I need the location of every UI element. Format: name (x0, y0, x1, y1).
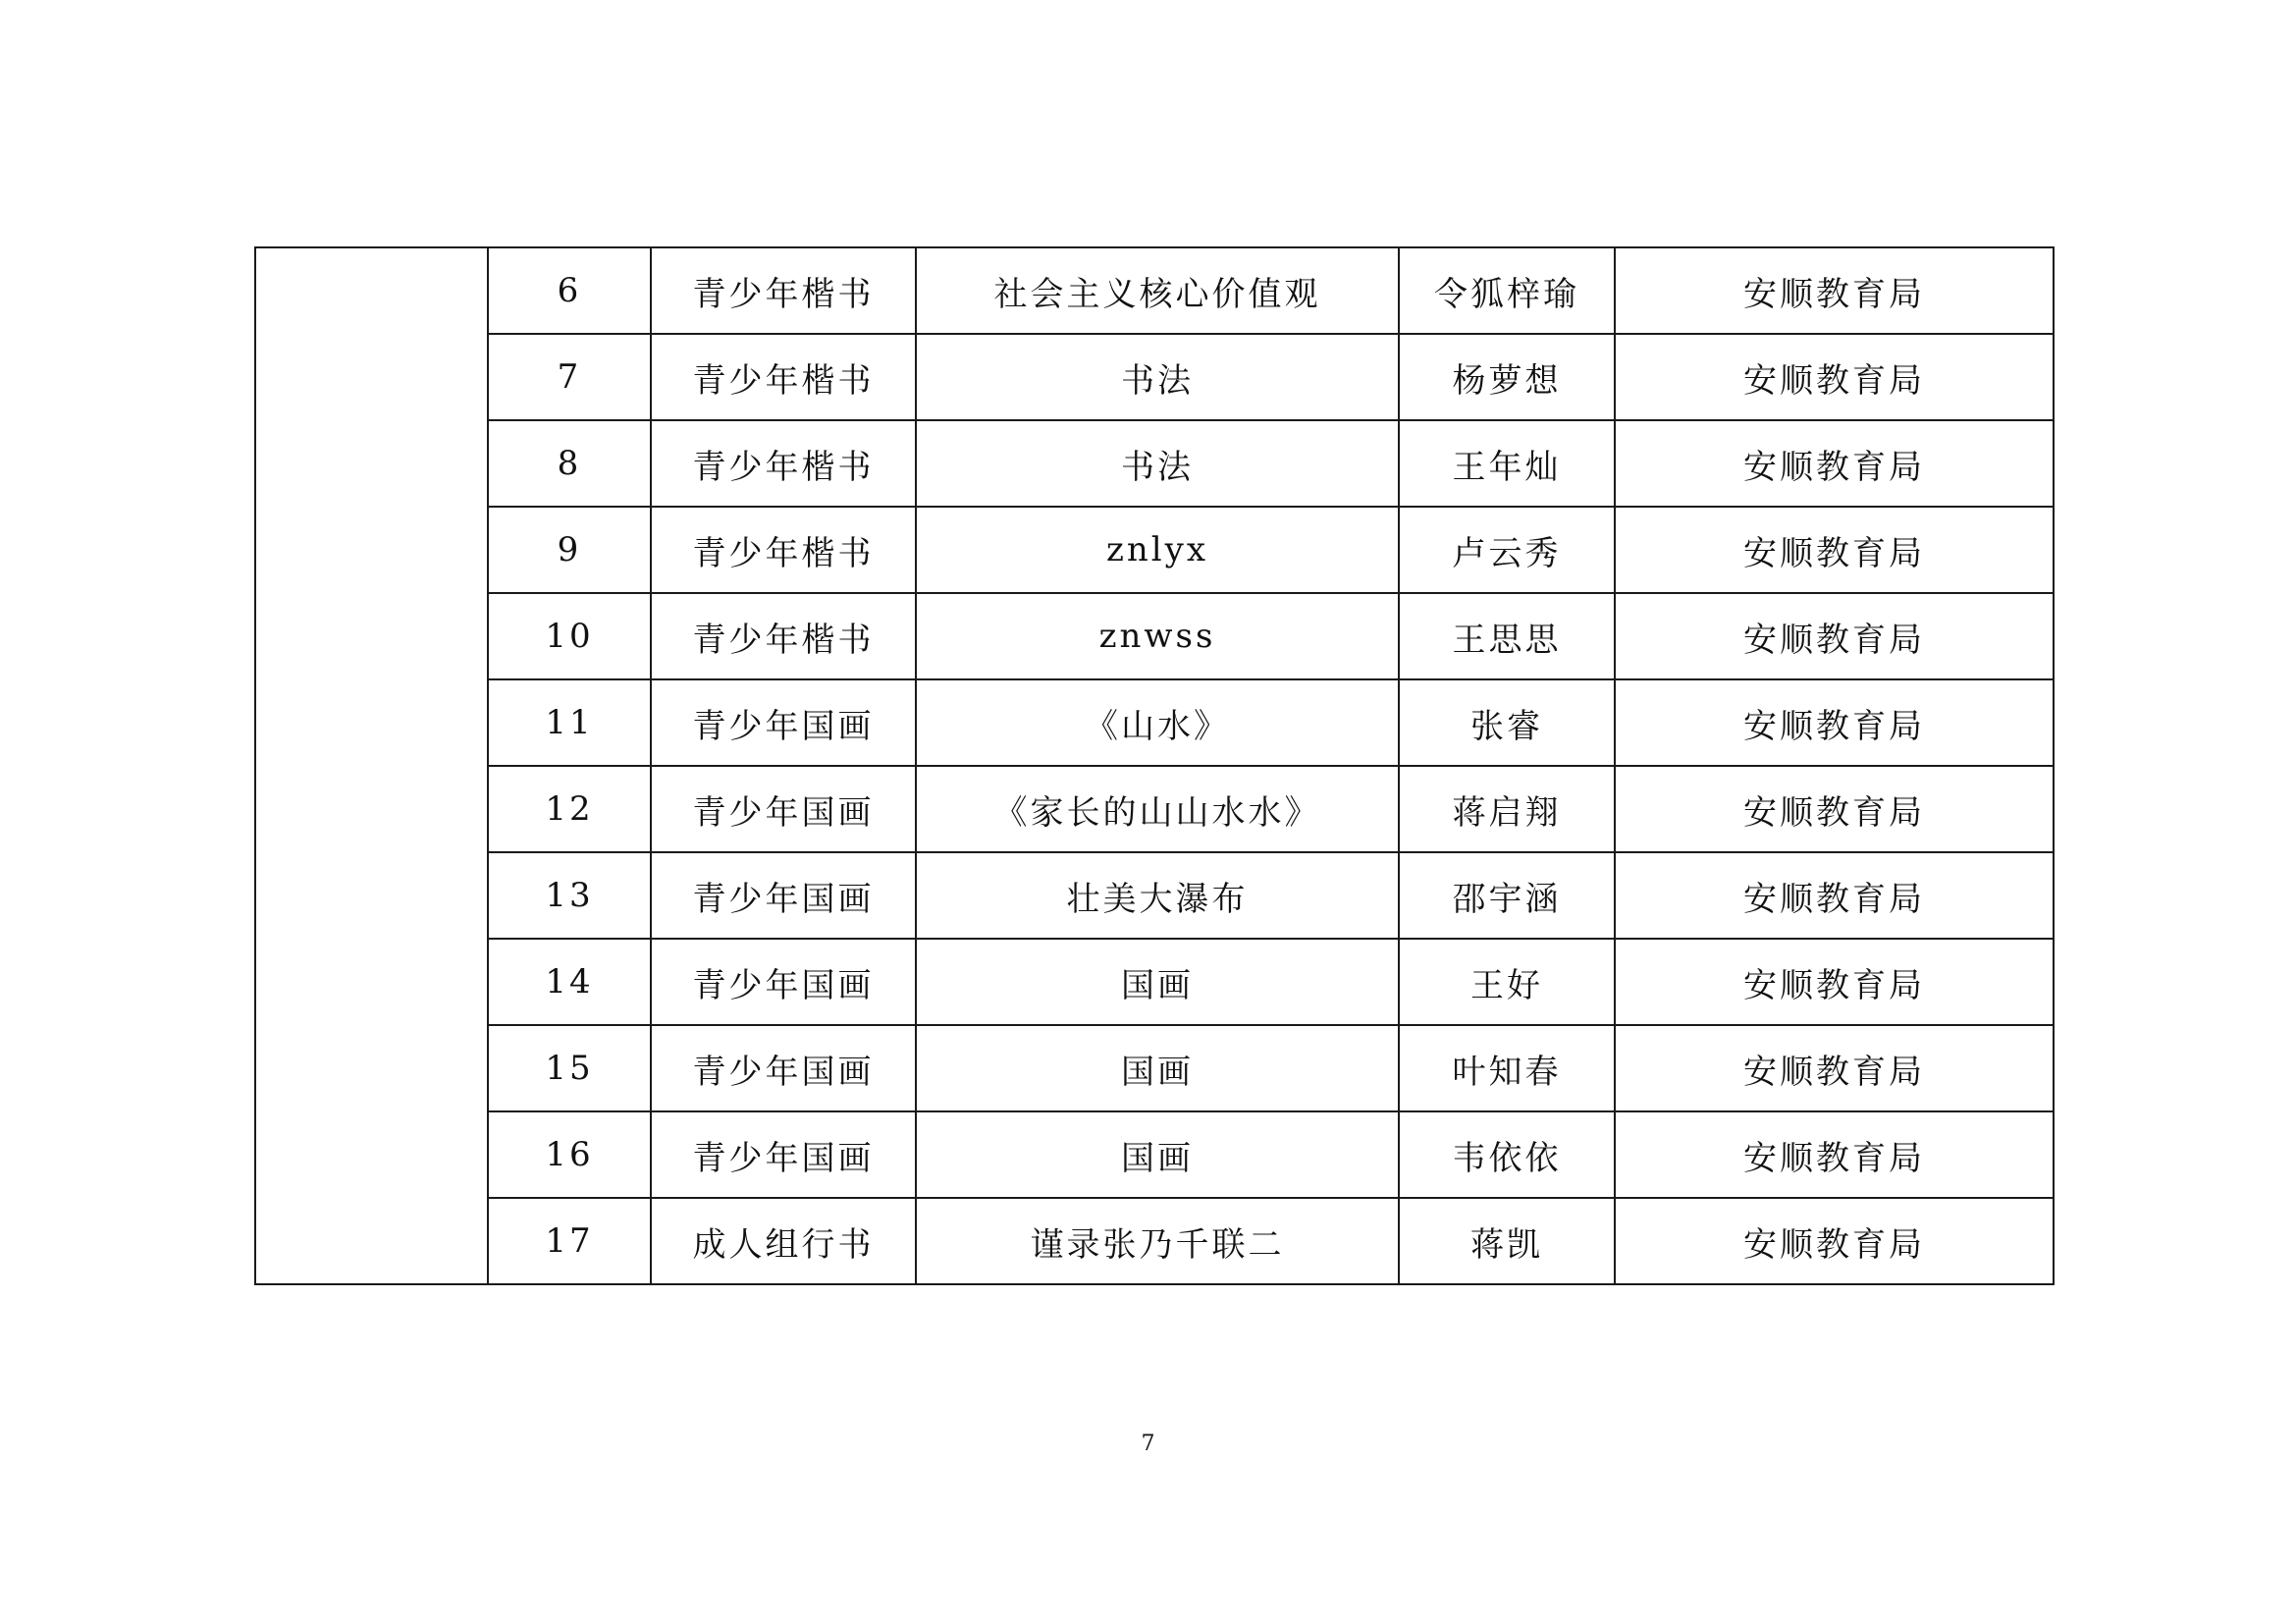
cell-unit: 安顺教育局 (1615, 593, 2054, 679)
cell-title: 书法 (916, 334, 1399, 420)
cell-category: 青少年国画 (651, 939, 916, 1025)
cell-name: 令狐梓瑜 (1399, 247, 1615, 334)
cell-number: 14 (488, 939, 651, 1025)
cell-title: 社会主义核心价值观 (916, 247, 1399, 334)
cell-title: 谨录张乃千联二 (916, 1198, 1399, 1284)
cell-name: 蒋启翔 (1399, 766, 1615, 852)
table-row (255, 939, 2054, 1025)
cell-unit: 安顺教育局 (1615, 939, 2054, 1025)
cell-title: 国画 (916, 1025, 1399, 1111)
merged-blank-cell (255, 247, 488, 1284)
cell-title: 《山水》 (916, 679, 1399, 766)
cell-name: 杨萝想 (1399, 334, 1615, 420)
table-row (255, 334, 2054, 420)
award-table-body (255, 247, 2054, 1284)
cell-name: 王好 (1399, 939, 1615, 1025)
table-row (255, 420, 2054, 507)
table-row (255, 247, 2054, 334)
cell-category: 青少年楷书 (651, 593, 916, 679)
cell-unit: 安顺教育局 (1615, 1111, 2054, 1198)
cell-unit: 安顺教育局 (1615, 1198, 2054, 1284)
cell-number: 11 (488, 679, 651, 766)
cell-number: 8 (488, 420, 651, 507)
cell-category: 青少年国画 (651, 679, 916, 766)
table-row (255, 1025, 2054, 1111)
cell-name: 王思思 (1399, 593, 1615, 679)
table-row (255, 852, 2054, 939)
table-row (255, 507, 2054, 593)
cell-number: 15 (488, 1025, 651, 1111)
cell-category: 青少年楷书 (651, 420, 916, 507)
cell-name: 张睿 (1399, 679, 1615, 766)
cell-unit: 安顺教育局 (1615, 852, 2054, 939)
table-row (255, 1198, 2054, 1284)
cell-number: 13 (488, 852, 651, 939)
cell-unit: 安顺教育局 (1615, 507, 2054, 593)
cell-title: 《家长的山山水水》 (916, 766, 1399, 852)
cell-name: 王年灿 (1399, 420, 1615, 507)
cell-category: 青少年国画 (651, 766, 916, 852)
cell-unit: 安顺教育局 (1615, 766, 2054, 852)
cell-number: 16 (488, 1111, 651, 1198)
cell-title: znlyx (916, 507, 1399, 593)
cell-number: 17 (488, 1198, 651, 1284)
cell-number: 12 (488, 766, 651, 852)
cell-unit: 安顺教育局 (1615, 420, 2054, 507)
cell-number: 9 (488, 507, 651, 593)
cell-number: 7 (488, 334, 651, 420)
cell-name: 韦依依 (1399, 1111, 1615, 1198)
cell-unit: 安顺教育局 (1615, 1025, 2054, 1111)
cell-category: 青少年楷书 (651, 334, 916, 420)
table-row (255, 766, 2054, 852)
cell-title: 国画 (916, 939, 1399, 1025)
cell-name: 叶知春 (1399, 1025, 1615, 1111)
cell-category: 青少年楷书 (651, 507, 916, 593)
cell-unit: 安顺教育局 (1615, 247, 2054, 334)
cell-title: 壮美大瀑布 (916, 852, 1399, 939)
table-row (255, 593, 2054, 679)
cell-title: 书法 (916, 420, 1399, 507)
page-number: 7 (1141, 1432, 1155, 1456)
cell-name: 卢云秀 (1399, 507, 1615, 593)
cell-category: 青少年国画 (651, 852, 916, 939)
cell-category: 青少年国画 (651, 1025, 916, 1111)
table-row (255, 679, 2054, 766)
award-table (254, 246, 2055, 1285)
cell-category: 青少年国画 (651, 1111, 916, 1198)
cell-category: 青少年楷书 (651, 247, 916, 334)
cell-unit: 安顺教育局 (1615, 679, 2054, 766)
cell-title: znwss (916, 593, 1399, 679)
cell-name: 蒋凯 (1399, 1198, 1615, 1284)
cell-number: 6 (488, 247, 651, 334)
cell-title: 国画 (916, 1111, 1399, 1198)
cell-category: 成人组行书 (651, 1198, 916, 1284)
cell-name: 邵宇涵 (1399, 852, 1615, 939)
cell-number: 10 (488, 593, 651, 679)
cell-unit: 安顺教育局 (1615, 334, 2054, 420)
table-row (255, 1111, 2054, 1198)
